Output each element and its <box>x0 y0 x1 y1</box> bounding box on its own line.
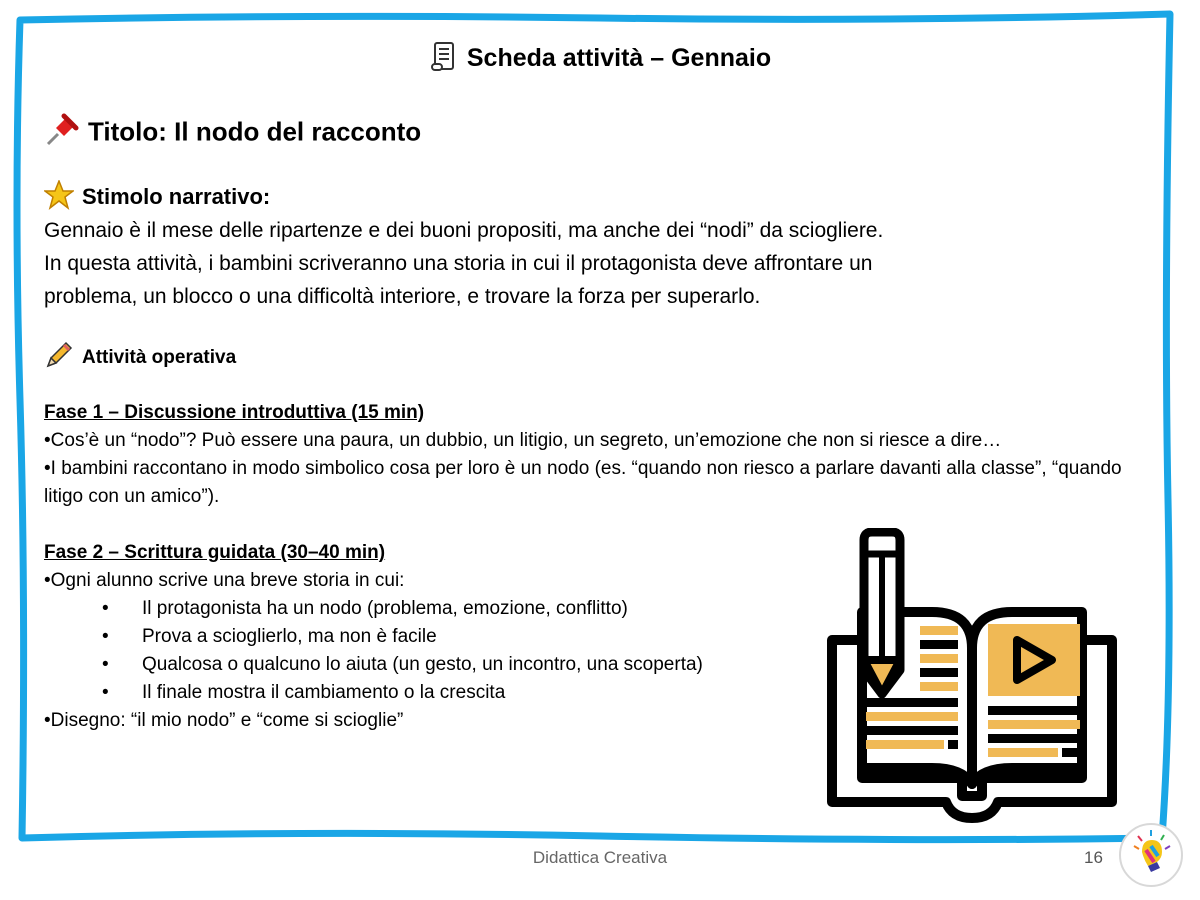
slide-title <box>0 40 1200 79</box>
phase-1-point: •Cos’è un “nodo”? Può essere una paura, un dubbio, un litigio, un segreto, un’emozione che non si riesce a dire… <box>44 430 1002 451</box>
lightbulb-logo-icon <box>1118 822 1184 888</box>
star-icon <box>44 180 74 216</box>
list-item: • Il protagonista ha un nodo (problema, emozione, conflitto) <box>44 595 1134 623</box>
activity-title <box>44 340 236 376</box>
slide-title-text: Scheda attività – Gennaio <box>466 44 772 73</box>
section-title-text: Titolo: Il nodo del racconto <box>88 116 422 147</box>
phase-2-title: Fase 2 – Scrittura guidata (30–40 min) <box>44 542 386 563</box>
stimulus-line: problema, un blocco o una difficoltà interiore, e trovare la forza per superarlo. <box>44 285 761 308</box>
drawing-point: •Disegno: “il mio nodo” e “come si scioglie” <box>44 710 404 731</box>
footer-text: Didattica Creativa <box>532 848 668 867</box>
stimulus-line: In questa attività, i bambini scriveranno una storia in cui il protagonista deve affrontare un <box>44 252 873 275</box>
phase-2-intro: •Ogni alunno scrive una breve storia in cui: <box>44 570 405 591</box>
activity-title-text: Attività operativa <box>82 347 237 369</box>
stimulus-line: Gennaio è il mese delle ripartenze e dei buoni propositi, ma anche dei “nodi” da sciogliere. <box>44 219 884 242</box>
book-pencil-icon <box>822 528 1122 826</box>
list-item: • Qualcosa o qualcuno lo aiuta (un gesto, un incontro, una scoperta) <box>44 651 1134 679</box>
section-title <box>44 112 421 155</box>
scroll-icon <box>429 40 459 79</box>
list-item: • Prova a scioglierlo, ma non è facile <box>44 623 1134 651</box>
stimulus-text <box>44 214 1144 313</box>
stimulus-title-text: Stimolo narrativo: <box>82 183 271 209</box>
page-number: 16 <box>1084 848 1103 867</box>
phase-1-title: Fase 1 – Discussione introduttiva (15 min) <box>44 402 425 423</box>
list-item: • Il finale mostra il cambiamento o la crescita <box>44 679 1134 707</box>
stimulus-title <box>44 180 270 216</box>
pushpin-icon <box>44 112 80 155</box>
pencil-icon <box>44 340 74 376</box>
phase-1-point: •I bambini raccontano in modo simbolico cosa per loro è un nodo (es. “quando non riesco a parlare davanti alla classe”, “quando litigo con un amico”). <box>44 458 1122 507</box>
